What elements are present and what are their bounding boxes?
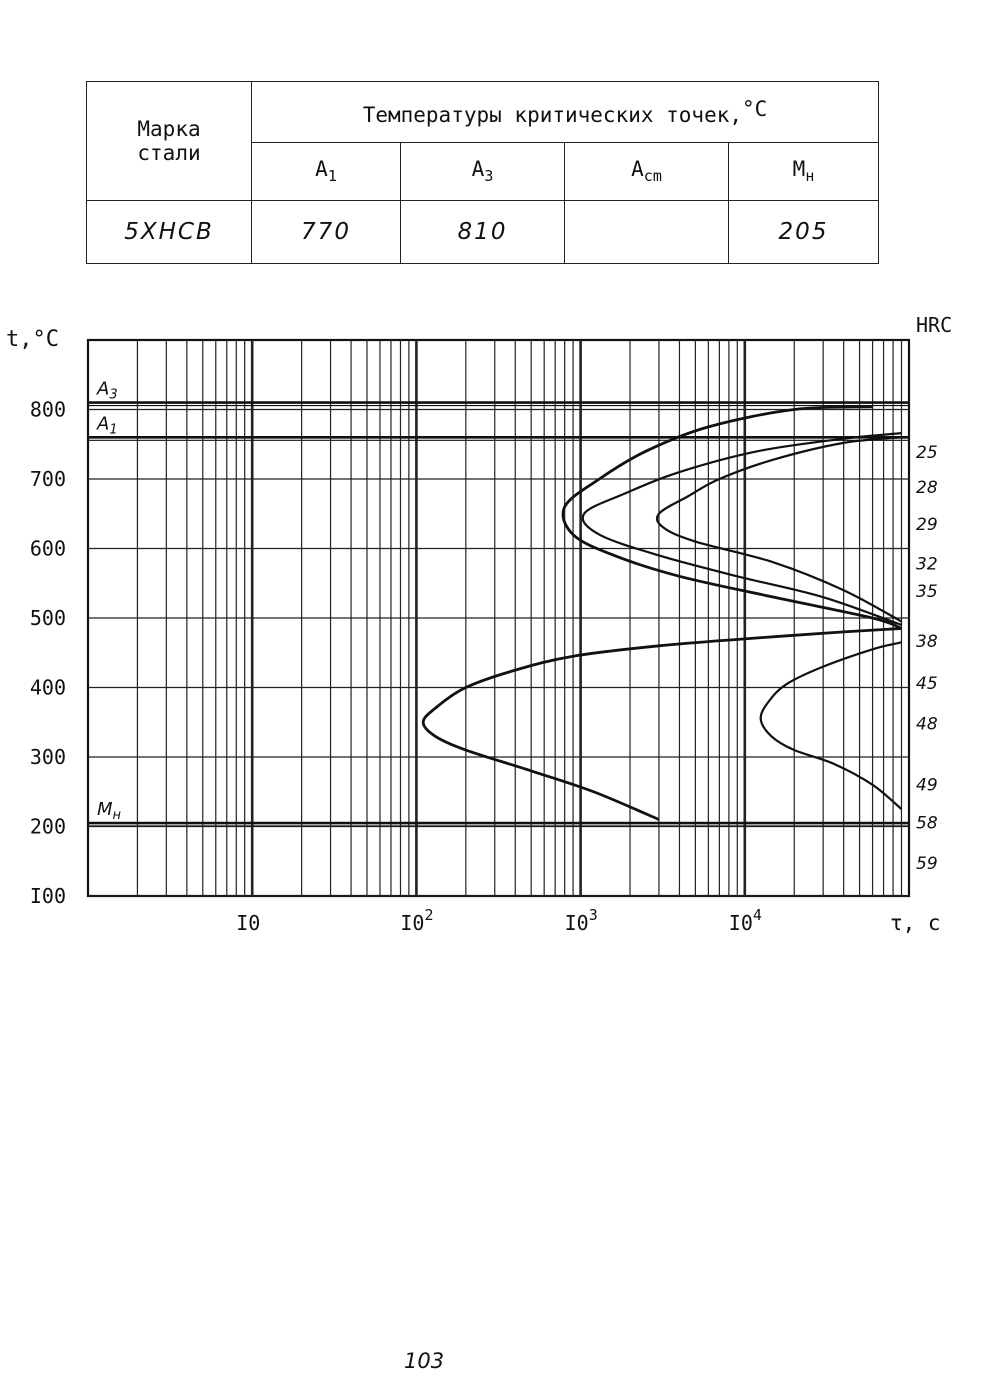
page-number: 103: [404, 1349, 445, 1373]
hrc-value-label: 29: [916, 514, 938, 535]
x-tick-label: I0: [236, 911, 261, 935]
col-header-a1: $A_1$: [252, 143, 401, 201]
x-tick-label: $I0^2$: [400, 906, 434, 935]
cell-a3: 810: [401, 201, 565, 264]
y-tick-label: 700: [29, 467, 66, 491]
hrc-value-label: 59: [916, 853, 938, 874]
cell-mn: 205: [729, 201, 879, 264]
steel-grade-header: [87, 82, 252, 201]
critical-temps-title: Температуры критических точек,: [362, 103, 742, 127]
x-tick-label: $I0^4$: [728, 906, 762, 935]
hrc-value-label: 58: [916, 813, 938, 834]
hrc-value-label: 32: [916, 554, 938, 575]
ref-line-label: $A_1$: [97, 413, 118, 438]
y-tick-label: 500: [29, 606, 66, 630]
steel-grade-header-line2: стали: [137, 141, 201, 165]
ttt-diagram: [0, 290, 990, 950]
y-tick-label: 600: [29, 536, 66, 561]
cell-steel-grade: 5ХНСВ: [87, 201, 252, 264]
y-tick-label: 200: [29, 814, 66, 839]
ref-line-label: $M_н$: [97, 799, 122, 824]
cell-a1: 770: [252, 201, 401, 264]
critical-points-table: [86, 81, 879, 264]
steel-grade-header-line1: Марка: [137, 117, 201, 141]
y-axis-label: t,°C: [6, 327, 59, 352]
cell-acm: [565, 201, 729, 264]
ref-line-label: $A_3$: [97, 378, 118, 403]
y-tick-label: 400: [29, 675, 66, 700]
hrc-value-label: 45: [916, 673, 938, 694]
y-tick-label: I00: [29, 884, 66, 908]
y-tick-label: 300: [29, 745, 66, 769]
critical-temps-unit: °C: [742, 97, 768, 121]
critical-temps-header: [252, 82, 879, 143]
col-header-mn: $M_н$: [729, 143, 879, 201]
col-header-a3: $A_3$: [401, 143, 565, 201]
hrc-value-label: 48: [916, 714, 938, 735]
y-tick-label: 800: [29, 397, 66, 422]
x-axis-label: τ, c: [890, 911, 941, 935]
hrc-value-label: 38: [916, 632, 938, 653]
x-tick-label: $I0^3$: [564, 906, 598, 935]
hrc-value-label: 35: [916, 582, 938, 603]
hrc-axis-label: HRC: [916, 313, 953, 337]
col-header-acm: $A_{cm}$: [565, 143, 729, 201]
hrc-value-label: 49: [916, 775, 938, 796]
hrc-value-label: 28: [916, 477, 938, 498]
hrc-value-label: 25: [916, 443, 938, 464]
transformation-curve: [657, 437, 902, 621]
transformation-curve: [761, 642, 902, 809]
